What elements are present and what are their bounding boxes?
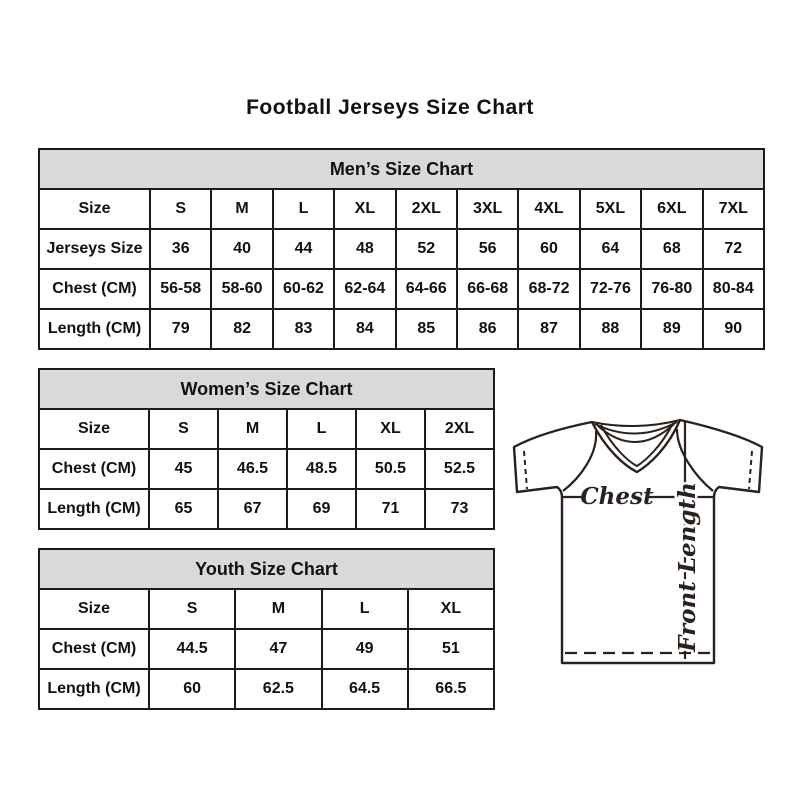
cell: 72 [703, 229, 764, 269]
cell: 46.5 [218, 449, 287, 489]
youth-table-row [39, 629, 494, 669]
cell: 68-72 [518, 269, 579, 309]
cell: 60 [518, 229, 579, 269]
men-table-row [39, 269, 764, 309]
cell: 52 [396, 229, 457, 269]
cell: S [149, 409, 218, 449]
men-table-row [39, 309, 764, 349]
cell: 49 [322, 629, 408, 669]
cell: 2XL [425, 409, 494, 449]
women-table-row [39, 409, 494, 449]
cell: 7XL [703, 189, 764, 229]
cell: 58-60 [211, 269, 272, 309]
cell: 76-80 [641, 269, 702, 309]
cell: 45 [149, 449, 218, 489]
cell: 69 [287, 489, 356, 529]
cell: S [150, 189, 211, 229]
cell: 79 [150, 309, 211, 349]
cell: XL [356, 409, 425, 449]
cell: S [149, 589, 235, 629]
cell: 6XL [641, 189, 702, 229]
women-table-row [39, 489, 494, 529]
cell: 44.5 [149, 629, 235, 669]
row-label: Length (CM) [39, 309, 150, 349]
cell: 66.5 [408, 669, 494, 709]
cell: 64.5 [322, 669, 408, 709]
collar-top-curve [592, 420, 680, 426]
cell: 82 [211, 309, 272, 349]
cell: L [273, 189, 334, 229]
women-table-row [39, 449, 494, 489]
cell: 60-62 [273, 269, 334, 309]
women-table-title: Women’s Size Chart [39, 369, 494, 409]
cell: 48.5 [287, 449, 356, 489]
cell: XL [408, 589, 494, 629]
cell: 48 [334, 229, 395, 269]
row-label: Chest (CM) [39, 629, 149, 669]
row-label: Size [39, 589, 149, 629]
cell: 88 [580, 309, 641, 349]
cell: M [211, 189, 272, 229]
cell: 72-76 [580, 269, 641, 309]
cell: 73 [425, 489, 494, 529]
men-table-row [39, 229, 764, 269]
row-label: Length (CM) [39, 489, 149, 529]
men-table-title: Men’s Size Chart [39, 149, 764, 189]
cell: 51 [408, 629, 494, 669]
cell: 86 [457, 309, 518, 349]
cell: M [235, 589, 321, 629]
cell: 65 [149, 489, 218, 529]
cell: 5XL [580, 189, 641, 229]
cell: 2XL [396, 189, 457, 229]
cell: 84 [334, 309, 395, 349]
cell: 62-64 [334, 269, 395, 309]
row-label: Jerseys Size [39, 229, 150, 269]
cell: XL [334, 189, 395, 229]
cell: 3XL [457, 189, 518, 229]
cell: 64-66 [396, 269, 457, 309]
page-title: Football Jerseys Size Chart [246, 96, 534, 119]
cell: 68 [641, 229, 702, 269]
cell: 87 [518, 309, 579, 349]
cell: 52.5 [425, 449, 494, 489]
cell: 83 [273, 309, 334, 349]
cell: 47 [235, 629, 321, 669]
cell: 50.5 [356, 449, 425, 489]
cell: L [287, 409, 356, 449]
youth-table-title: Youth Size Chart [39, 549, 494, 589]
row-label: Length (CM) [39, 669, 149, 709]
cell: 80-84 [703, 269, 764, 309]
jersey-outline [514, 420, 762, 663]
cell: 36 [150, 229, 211, 269]
cell: 56 [457, 229, 518, 269]
cell: 4XL [518, 189, 579, 229]
cell: 90 [703, 309, 764, 349]
cell: 44 [273, 229, 334, 269]
row-label: Chest (CM) [39, 269, 150, 309]
youth-table-row [39, 589, 494, 629]
cell: 71 [356, 489, 425, 529]
cell: 56-58 [150, 269, 211, 309]
cell: M [218, 409, 287, 449]
row-label: Size [39, 189, 150, 229]
cell: 40 [211, 229, 272, 269]
cell: 64 [580, 229, 641, 269]
cell: 60 [149, 669, 235, 709]
men-table-row [39, 189, 764, 229]
womens-size-table [38, 368, 495, 530]
chest-label: Chest [580, 483, 654, 510]
row-label: Chest (CM) [39, 449, 149, 489]
cell: 85 [396, 309, 457, 349]
cell: 89 [641, 309, 702, 349]
cell: 62.5 [235, 669, 321, 709]
jersey-measurement-diagram [500, 408, 772, 670]
row-label: Size [39, 409, 149, 449]
youth-size-table [38, 548, 495, 710]
youth-table-row [39, 669, 494, 709]
cell: 66-68 [457, 269, 518, 309]
cell: 67 [218, 489, 287, 529]
mens-size-table [38, 148, 765, 350]
cell: L [322, 589, 408, 629]
front-length-label: Front Length [674, 482, 701, 652]
